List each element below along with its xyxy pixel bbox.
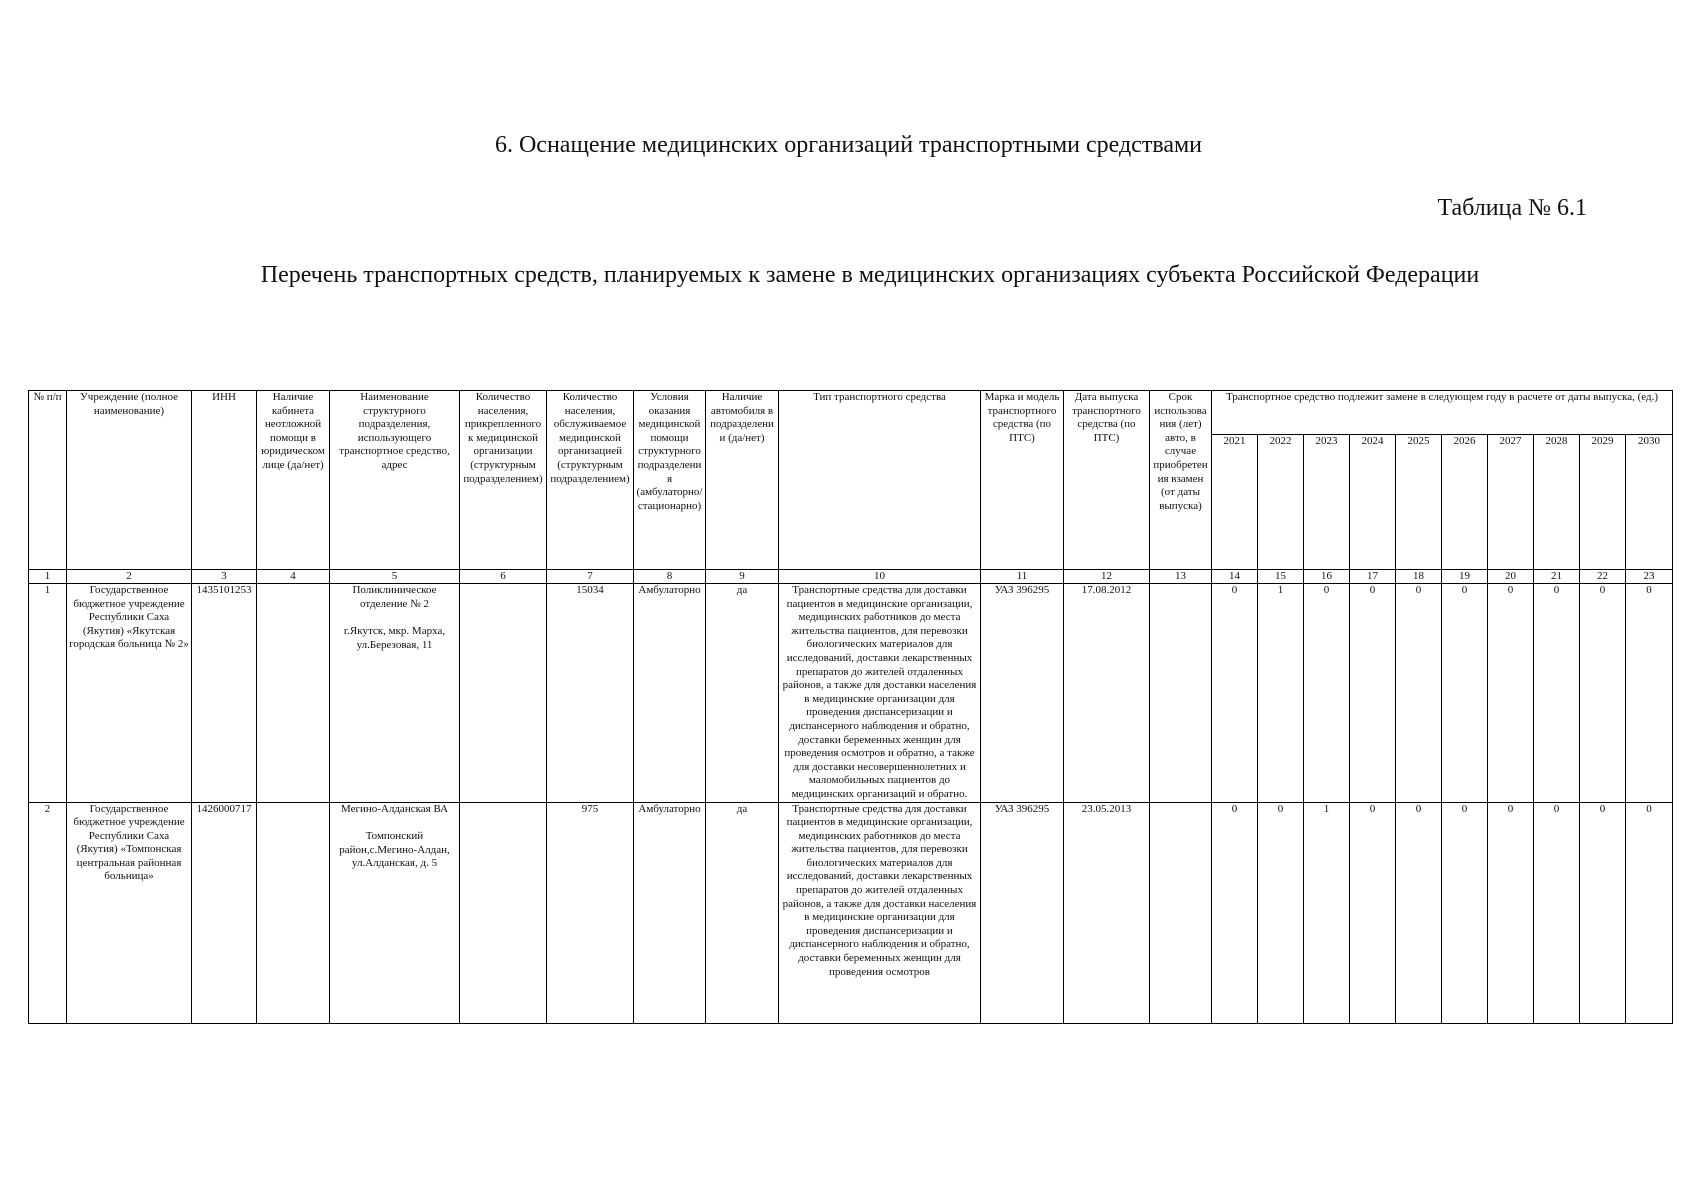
col-number: 8 <box>634 570 706 584</box>
cell-year-value: 0 <box>1580 802 1626 1023</box>
cell-year-value: 0 <box>1580 584 1626 803</box>
column-numbers-row <box>29 570 1673 584</box>
col-header-year: 2028 <box>1534 435 1580 570</box>
col-number: 15 <box>1258 570 1304 584</box>
cell-cabinet <box>257 802 330 1023</box>
cell-year-value: 0 <box>1304 584 1350 803</box>
cell-institution: Государственное бюджетное учреждение Республики Саха (Якутия) «Якутская городская больница № 2» <box>67 584 192 803</box>
cell-year-value: 0 <box>1212 802 1258 1023</box>
col-header-year: 2026 <box>1442 435 1488 570</box>
cell-conditions: Амбулаторно <box>634 802 706 1023</box>
col-number: 13 <box>1150 570 1212 584</box>
cell-inn: 1426000717 <box>192 802 257 1023</box>
cell-year-value: 0 <box>1534 802 1580 1023</box>
cell-date: 23.05.2013 <box>1064 802 1150 1023</box>
col-number: 17 <box>1350 570 1396 584</box>
cell-pop-attached <box>460 802 547 1023</box>
cell-year-value: 0 <box>1626 802 1673 1023</box>
cell-year-value: 0 <box>1212 584 1258 803</box>
cell-type: Транспортные средства для доставки пациентов в медицинские организации, медицинских работников до места жительства пациентов, для перевозки биологических материалов для исследований, доставки лекарственных препаратов до жителей отдаленных районов, а также для доставки населения в медицинские организации для проведения диспансеризации и диспансерного наблюдения и обратно, доставки беременных женщин для проведения осмотров и обратно, а также для доставки несовершеннолетних и маломобильных пациентов до медицинских организаций и обратно. <box>779 584 981 803</box>
cell-year-value: 0 <box>1626 584 1673 803</box>
cell-year-value: 0 <box>1534 584 1580 803</box>
cell-year-value: 0 <box>1396 584 1442 803</box>
col-number: 16 <box>1304 570 1350 584</box>
col-number: 22 <box>1580 570 1626 584</box>
col-number: 11 <box>981 570 1064 584</box>
cell-year-value: 1 <box>1304 802 1350 1023</box>
unit-address: г.Якутск, мкр. Марха, ул.Березовая, 11 <box>343 625 446 651</box>
cell-year-value: 0 <box>1258 802 1304 1023</box>
col-header-year: 2021 <box>1212 435 1258 570</box>
cell-pop-served: 975 <box>547 802 634 1023</box>
col-header-replace: Транспортное средство подлежит замене в следующем году в расчете от даты выпуска, (ед.) <box>1212 391 1673 435</box>
col-number: 9 <box>706 570 779 584</box>
cell-pop-attached <box>460 584 547 803</box>
col-header-unit: Наименование структурного подразделения, использующего транспортное средство, адрес <box>330 391 460 570</box>
col-header-year: 2029 <box>1580 435 1626 570</box>
cell-year-value: 0 <box>1350 802 1396 1023</box>
col-number: 1 <box>29 570 67 584</box>
col-number: 19 <box>1442 570 1488 584</box>
unit-address: Томпонский район,с.Мегино-Алдан, ул.Алданская, д. 5 <box>339 830 450 870</box>
col-header-year: 2027 <box>1488 435 1534 570</box>
table-row <box>29 802 1673 1023</box>
cell-year-value: 0 <box>1396 802 1442 1023</box>
cell-num: 1 <box>29 584 67 803</box>
cell-car: да <box>706 584 779 803</box>
unit-name: Мегино-Алданская ВА <box>340 802 449 815</box>
col-number: 10 <box>779 570 981 584</box>
document-title: 6. Оснащение медицинских организаций транспортными средствами <box>494 132 1203 158</box>
cell-type <box>779 802 981 1023</box>
table-header-row <box>29 391 1673 435</box>
col-header-institution: Учреждение (полное наименование) <box>67 391 192 570</box>
col-header-model: Марка и модель транспортного средства (по ПТС) <box>981 391 1064 570</box>
col-header-year: 2025 <box>1396 435 1442 570</box>
cell-year-value: 0 <box>1488 802 1534 1023</box>
col-number: 18 <box>1396 570 1442 584</box>
cell-year-value: 1 <box>1258 584 1304 803</box>
cell-term <box>1150 802 1212 1023</box>
cell-date: 17.08.2012 <box>1064 584 1150 803</box>
vehicles-table <box>28 390 1673 1024</box>
col-number: 6 <box>460 570 547 584</box>
unit-name: Поликлиническое отделение № 2 <box>352 584 437 610</box>
col-number: 4 <box>257 570 330 584</box>
col-header-year: 2030 <box>1626 435 1673 570</box>
cell-unit <box>330 802 460 1023</box>
col-number: 14 <box>1212 570 1258 584</box>
col-header-inn: ИНН <box>192 391 257 570</box>
col-header-term: Срок использования (лет) авто, в случае приобретения взамен (от даты выпуска) <box>1150 391 1212 570</box>
col-header-year: 2022 <box>1258 435 1304 570</box>
cell-term <box>1150 584 1212 803</box>
cell-type-text: Транспортные средства для доставки пациентов в медицинские организации, медицинских работников до места жительства пациентов, для перевозки биологических материалов для исследований, доставки лекарственных препаратов до жителей отдаленных районов, а также для доставки населения в медицинские организации для проведения диспансеризации и диспансерного наблюдения и обратно, доставки беременных женщин для проведения осмотров <box>782 802 977 978</box>
cell-year-value: 0 <box>1442 802 1488 1023</box>
col-number: 21 <box>1534 570 1580 584</box>
table-caption: Перечень транспортных средств, планируемых к замене в медицинских организациях субъекта Российской Федерации <box>260 262 1480 288</box>
col-header-pop-attached: Количество населения, прикрепленного к медицинской организации (структурным подразделением) <box>460 391 547 570</box>
cell-num: 2 <box>29 802 67 1023</box>
cell-inn: 1435101253 <box>192 584 257 803</box>
col-header-pop-served: Количество населения, обслуживаемое медицинской организацией (структурным подразделением) <box>547 391 634 570</box>
cell-cabinet <box>257 584 330 803</box>
col-header-year: 2024 <box>1350 435 1396 570</box>
col-header-date: Дата выпуска транспортного средства (по ПТС) <box>1064 391 1150 570</box>
cell-year-value: 0 <box>1488 584 1534 803</box>
col-number: 23 <box>1626 570 1673 584</box>
col-header-cabinet: Наличие кабинета неотложной помощи в юридическом лице (да/нет) <box>257 391 330 570</box>
col-header-car: Наличие автомобиля в подразделении (да/нет) <box>706 391 779 570</box>
cell-year-value: 0 <box>1442 584 1488 803</box>
table-row <box>29 584 1673 803</box>
cell-model: УАЗ 396295 <box>981 802 1064 1023</box>
col-header-type: Тип транспортного средства <box>779 391 981 570</box>
cell-model: УАЗ 396295 <box>981 584 1064 803</box>
col-number: 7 <box>547 570 634 584</box>
cell-unit <box>330 584 460 803</box>
col-header-num: № п/п <box>29 391 67 570</box>
col-number: 2 <box>67 570 192 584</box>
cell-car: да <box>706 802 779 1023</box>
col-header-conditions: Условия оказания медицинской помощи структурного подразделения (амбулаторно/стационарно) <box>634 391 706 570</box>
col-number: 5 <box>330 570 460 584</box>
cell-year-value: 0 <box>1350 584 1396 803</box>
col-number: 20 <box>1488 570 1534 584</box>
table-number: Таблица № 6.1 <box>1437 195 1587 221</box>
col-header-year: 2023 <box>1304 435 1350 570</box>
col-number: 3 <box>192 570 257 584</box>
cell-conditions: Амбулаторно <box>634 584 706 803</box>
cell-pop-served: 15034 <box>547 584 634 803</box>
cell-institution: Государственное бюджетное учреждение Республики Саха (Якутия) «Томпонская центральная районная больница» <box>67 802 192 1023</box>
col-number: 12 <box>1064 570 1150 584</box>
